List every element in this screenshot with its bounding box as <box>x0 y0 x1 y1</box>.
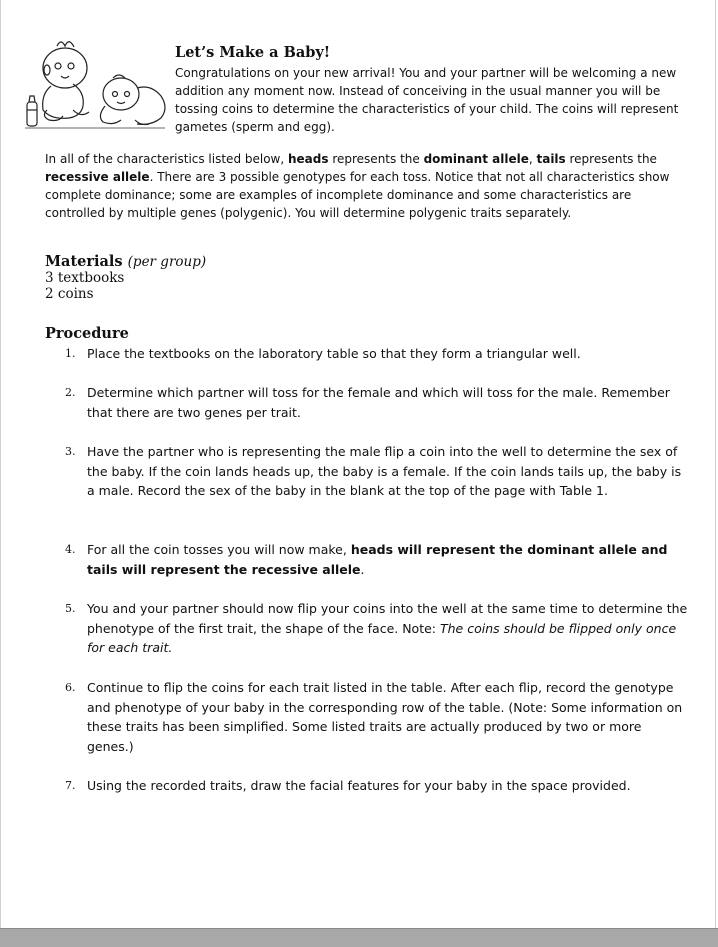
step-number: 4. <box>65 543 76 556</box>
step-text: Have the partner who is representing the male flip a coin into the well to determine the sex of the baby. If the coin lands heads up, the baby is a female. If the coin lands tails up, the baby is a male. Record the sex of the baby in the blank at the top of the page with Table 1. <box>87 444 682 499</box>
overview-text: . There are 3 possible genotypes for each toss. Notice that not all characteristics show complete dominance; some are examples of incomplete dominance and some characteristics are controlled by multiple genes (polygenic). You will determine polygenic traits separately. <box>45 170 670 220</box>
overview-paragraph <box>45 150 685 222</box>
step-text: Determine which partner will toss for the female and which will toss for the male. Remember that there are two genes per trait. <box>87 385 670 420</box>
step-number: 1. <box>65 347 76 360</box>
step-text: Using the recorded traits, draw the facial features for your baby in the space provided. <box>87 778 631 793</box>
step-text: You and your partner should now flip your coins into the well at the same time to determine the phenotype of the first trait, the shape of the face. Note: <box>87 601 688 636</box>
procedure-heading: Procedure <box>45 325 129 342</box>
step-text: For all the coin tosses you will now make, <box>87 542 351 557</box>
page-bottom-scrollbar[interactable] <box>0 928 718 947</box>
step-text-wrapper <box>87 540 691 579</box>
overview-bold-tails: tails <box>536 152 566 166</box>
step-text: Place the textbooks on the laboratory table so that they form a triangular well. <box>87 346 581 361</box>
step-italic-text: The coins should be flipped only once for each trait. <box>87 620 677 656</box>
overview-text: represents the <box>565 152 657 166</box>
overview-text: represents the <box>328 152 424 166</box>
page-title: Let’s Make a Baby! <box>175 44 331 61</box>
intro-text: Congratulations on your new arrival! You and your partner will be welcoming a new addition any moment now. Instead of conceiving in the usual manner you will be tossing coins to determine the characteristics of your child. The coins will represent gametes (sperm and egg). <box>175 66 679 134</box>
step-number: 6. <box>65 681 76 694</box>
materials-heading-text: Materials <box>45 253 123 270</box>
overview-bold-dominant: dominant allele <box>423 152 529 166</box>
step-text: Continue to flip the coins for each trait listed in the table. After each flip, record the genotype and phenotype of your baby in the corresponding row of the table. (Note: Some information on these traits has been simplified. Some listed traits are actually produced by two or more genes.) <box>87 680 683 754</box>
materials-item: 2 coins <box>45 286 94 302</box>
step-number: 5. <box>65 602 76 615</box>
materials-item: 3 textbooks <box>45 270 125 286</box>
babies-clipart-icon <box>21 36 169 132</box>
overview-text: In all of the characteristics listed below, <box>45 152 288 166</box>
step-number: 7. <box>65 779 76 792</box>
step-text: . <box>360 561 365 577</box>
step-bold-text: heads will represent the dominant allele and tails will represent the recessive allele <box>87 542 668 577</box>
step-number: 3. <box>65 445 76 458</box>
overview-bold-recessive: recessive allele <box>45 170 150 184</box>
overview-bold-heads: heads <box>288 152 329 166</box>
materials-heading <box>45 253 206 270</box>
step-number: 2. <box>65 386 76 399</box>
overview-text: , <box>528 152 537 166</box>
materials-note: (per group) <box>127 254 207 270</box>
step-text-wrapper <box>87 599 691 658</box>
